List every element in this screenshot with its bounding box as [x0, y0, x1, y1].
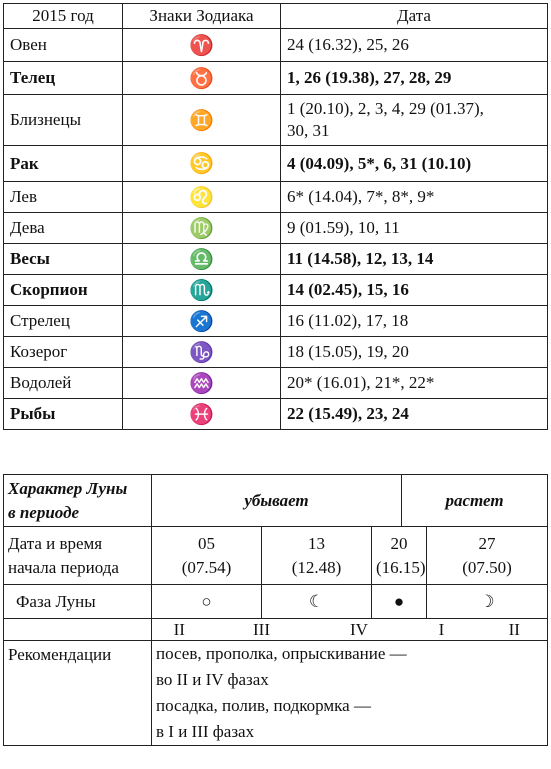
- capricorn-icon: ♑: [123, 337, 281, 368]
- sign-name: Весы: [4, 244, 123, 275]
- recommendations-text: посев, прополка, опрыскивание — во II и IV фазах посадка, полив, подкормка — в I и III фазах: [152, 641, 548, 746]
- period-3: 20 (16.15): [372, 527, 427, 585]
- table-row: [4, 275, 548, 306]
- sign-dates: 4 (04.09), 5*, 6, 31 (10.10): [281, 146, 548, 182]
- sign-name: Водолей: [4, 368, 123, 399]
- phase-numbers-row: [4, 619, 548, 641]
- table-row: [4, 62, 548, 95]
- sign-dates: 18 (15.05), 19, 20: [281, 337, 548, 368]
- table-row: [4, 244, 548, 275]
- zodiac-table-header: [4, 4, 548, 29]
- table-row: [4, 213, 548, 244]
- aquarius-icon: ♒: [123, 368, 281, 399]
- sign-name: Скорпион: [4, 275, 123, 306]
- aries-icon: ♈: [123, 29, 281, 62]
- header-year: 2015 год: [4, 4, 123, 29]
- recommendations-label: Рекомендации: [4, 641, 152, 746]
- waxing-label: растет: [402, 475, 548, 527]
- moon-table: [3, 474, 548, 746]
- virgo-icon: ♍: [123, 213, 281, 244]
- waning-label: убывает: [152, 475, 402, 527]
- new-moon-icon: ●: [372, 585, 427, 619]
- pisces-icon: ♓: [123, 399, 281, 430]
- table-row: [4, 337, 548, 368]
- sign-dates: 22 (15.49), 23, 24: [281, 399, 548, 430]
- sign-dates: 14 (02.45), 15, 16: [281, 275, 548, 306]
- waning-crescent-icon: ☾: [262, 585, 372, 619]
- libra-icon: ♎: [123, 244, 281, 275]
- sign-dates-line-1: 1 (20.10), 2, 3, 4, 29 (01.37),: [287, 99, 484, 118]
- moon-phase-row: [4, 585, 548, 619]
- sign-name: Рак: [4, 146, 123, 182]
- sign-dates: 24 (16.32), 25, 26: [281, 29, 548, 62]
- sagittarius-icon: ♐: [123, 306, 281, 337]
- sign-dates: 1, 26 (19.38), 27, 28, 29: [281, 62, 548, 95]
- sign-dates: 11 (14.58), 12, 13, 14: [281, 244, 548, 275]
- leo-icon: ♌: [123, 182, 281, 213]
- period-2: 13 (12.48): [262, 527, 372, 585]
- cancer-icon: ♋: [123, 146, 281, 182]
- moon-character-row: [4, 475, 548, 527]
- table-row: [4, 29, 548, 62]
- phase-numbers-empty: [4, 619, 152, 641]
- sign-dates-line-2: 30, 31: [287, 121, 330, 140]
- full-moon-icon: ○: [152, 585, 262, 619]
- sign-dates: 20* (16.01), 21*, 22*: [281, 368, 548, 399]
- sign-name: Овен: [4, 29, 123, 62]
- sign-name: Телец: [4, 62, 123, 95]
- table-row: [4, 146, 548, 182]
- period-dates-row: [4, 527, 548, 585]
- table-row: [4, 182, 548, 213]
- sign-dates: 6* (14.04), 7*, 8*, 9*: [281, 182, 548, 213]
- scorpio-icon: ♏: [123, 275, 281, 306]
- phase-number: IV: [317, 619, 402, 641]
- table-row: [4, 306, 548, 337]
- moon-character-label: Характер Луны в периоде: [4, 475, 152, 527]
- sign-dates: [281, 95, 548, 146]
- recommendations-row: [4, 641, 548, 746]
- period-4: 27 (07.50): [427, 527, 548, 585]
- zodiac-table: [3, 3, 548, 430]
- sign-dates: 16 (11.02), 17, 18: [281, 306, 548, 337]
- moon-phase-label: Фаза Луны: [4, 585, 152, 619]
- period-1: 05 (07.54): [152, 527, 262, 585]
- waxing-crescent-icon: ☽: [427, 585, 548, 619]
- sign-name: Лев: [4, 182, 123, 213]
- period-date-label: Дата и время начала периода: [4, 527, 152, 585]
- table-row: [4, 368, 548, 399]
- gemini-icon: ♊: [123, 95, 281, 146]
- sign-name: Рыбы: [4, 399, 123, 430]
- header-date: Дата: [281, 4, 548, 29]
- phase-number: I: [402, 619, 482, 641]
- sign-name: Стрелец: [4, 306, 123, 337]
- phase-number: II: [152, 619, 207, 641]
- table-row: [4, 95, 548, 146]
- sign-name: Дева: [4, 213, 123, 244]
- header-signs: Знаки Зодиака: [123, 4, 281, 29]
- sign-dates: 9 (01.59), 10, 11: [281, 213, 548, 244]
- phase-number: II: [482, 619, 548, 641]
- phase-number: III: [207, 619, 317, 641]
- table-row: [4, 399, 548, 430]
- sign-name: Близнецы: [4, 95, 123, 146]
- taurus-icon: ♉: [123, 62, 281, 95]
- sign-name: Козерог: [4, 337, 123, 368]
